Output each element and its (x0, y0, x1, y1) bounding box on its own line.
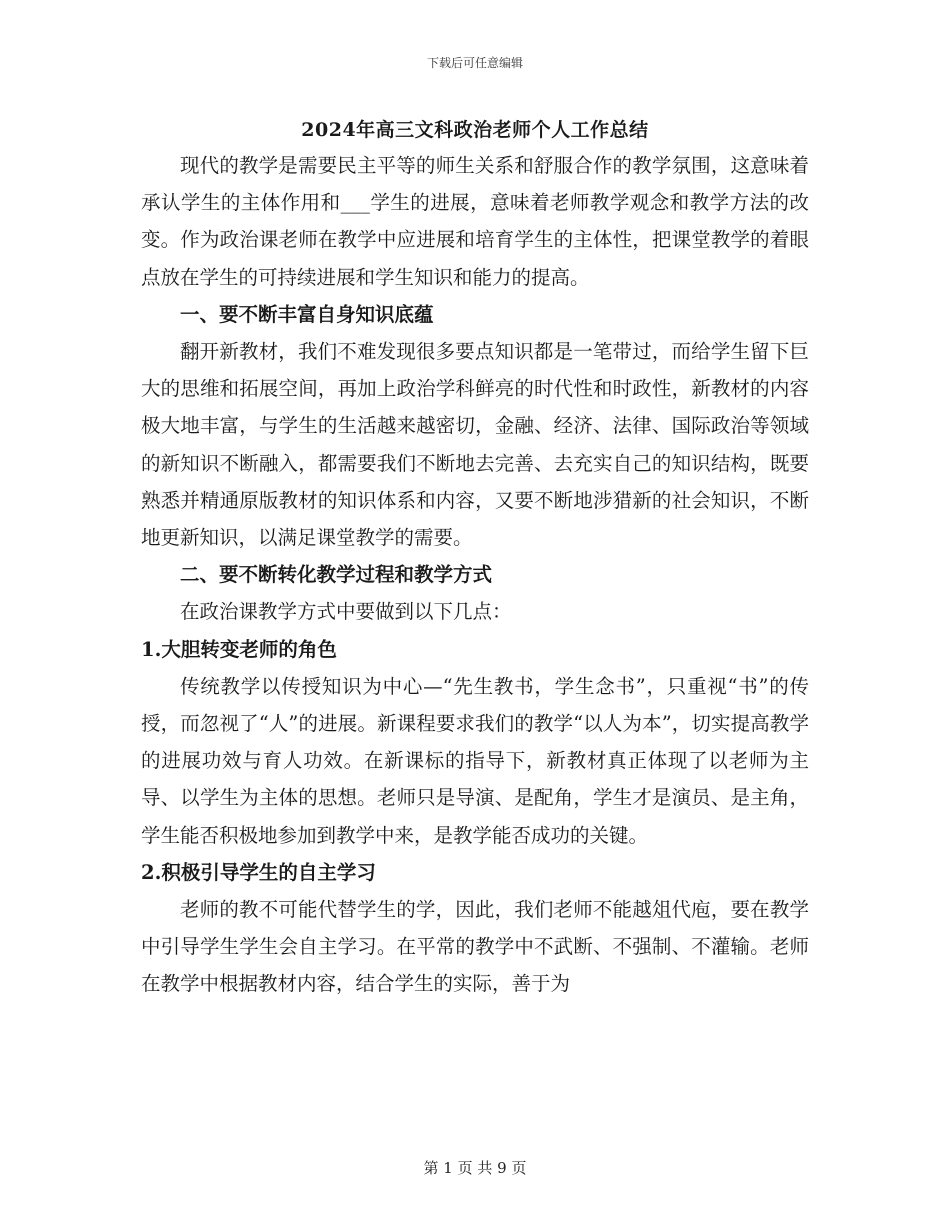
page-footer: 第 1 页 共 9 页 (423, 1159, 527, 1177)
page-header: 下载后可任意编辑 (426, 56, 523, 70)
section-heading-2: 二、要不断转化教学过程和教学方式 (180, 563, 493, 587)
document-title: 2024年高三文科政治老师个人工作总结 (301, 119, 649, 141)
paragraph-points-intro: 在政治课教学方式中要做到以下几点： (180, 600, 512, 624)
document-body (141, 147, 809, 1003)
subsection-heading-2: 2.积极引导学生的自主学习 (141, 860, 376, 884)
subsection-heading-1: 1.大胆转变老师的角色 (141, 637, 337, 661)
section-heading-1: 一、要不断丰富自身知识底蕴 (180, 302, 434, 326)
paragraph-intro: 现代的教学是需要民主平等的师生关系和舒服合作的教学氛围，这意味着承认学生的主体作用和___学生的进展，意味着老师教学观念和教学方法的改变。作为政治课老师在教学中应进展和培育学生的主体性，把课堂教学的着眼点放在学生的可持续进展和学生知识和能力的提高。 (141, 154, 809, 289)
paragraph-knowledge: 翻开新教材，我们不难发现很多要点知识都是一笔带过，而给学生留下巨大的思维和拓展空间，再加上政治学科鲜亮的时代性和时政性，新教材的内容极大地丰富，与学生的生活越来越密切，金融、经济、法律、国际政治等领域的新知识不断融入，都需要我们不断地去完善、去充实自己的知识结构，既要熟悉并精通原版教材的知识体系和内容，又要不断地涉猎新的社会知识，不断地更新知识，以满足课堂教学的需要。 (141, 340, 809, 550)
paragraph-role: 传统教学以传授知识为中心—“先生教书，学生念书”，只重视“书”的传授，而忽视了“人”的进展。新课程要求我们的教学“以人为本”，切实提高教学的进展功效与育人功效。在新课标的指导下，新教材真正体现了以老师为主导、以学生为主体的思想。老师只是导演、是配角，学生才是演员、是主角，学生能否积极地参加到教学中来，是教学能否成功的关键。 (141, 674, 809, 847)
paragraph-autonomy: 老师的教不可能代替学生的学，因此，我们老师不能越俎代庖，要在教学中引导学生学生会自主学习。在平常的教学中不武断、不强制、不灌输。老师在教学中根据教材内容，结合学生的实际，善于为 (141, 898, 809, 996)
